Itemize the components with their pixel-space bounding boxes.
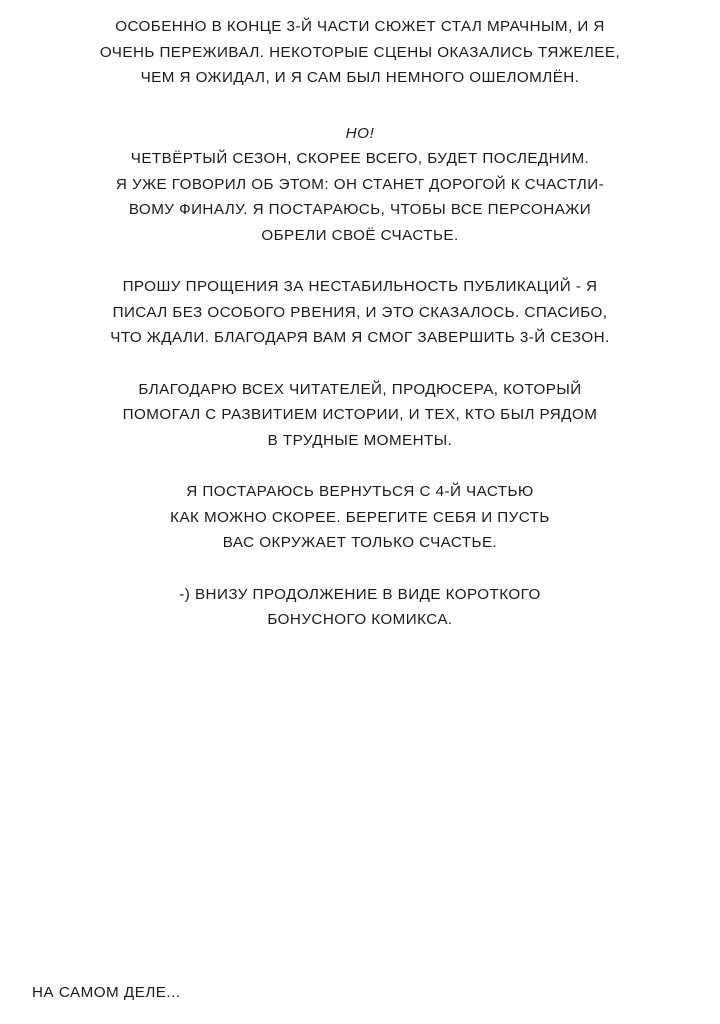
paragraph-1-line-3: ЧЕМ Я ОЖИДАЛ, И Я САМ БЫЛ НЕМНОГО ОШЕЛОМЛЁН. <box>140 69 580 86</box>
paragraph-6-line-1: -) ВНИЗУ ПРОДОЛЖЕНИЕ В ВИДЕ КОРОТКОГО <box>179 585 541 603</box>
spacer-1 <box>0 91 720 121</box>
paragraph-4 <box>40 377 680 454</box>
paragraph-5 <box>40 479 680 556</box>
paragraph-2 <box>40 121 680 249</box>
afterword-text-body <box>0 14 720 633</box>
paragraph-2-line-3: ВОМУ ФИНАЛУ. Я ПОСТАРАЮСЬ, ЧТОБЫ ВСЕ ПЕРСОНАЖИ <box>128 201 592 218</box>
spacer-4 <box>0 453 720 479</box>
paragraph-1 <box>40 14 680 91</box>
paragraph-5-line-3: ВАС ОКРУЖАЕТ ТОЛЬКО СЧАСТЬЕ. <box>222 534 498 551</box>
paragraph-4-line-1: БЛАГОДАРЮ ВСЕХ ЧИТАТЕЛЕЙ, ПРОДЮСЕРА, КОТОРЫЙ <box>138 380 582 398</box>
paragraph-6 <box>40 582 680 633</box>
paragraph-5-line-1: Я ПОСТАРАЮСЬ ВЕРНУТЬСЯ С 4-Й ЧАСТЬЮ <box>186 483 534 500</box>
paragraph-1-line-2: ОЧЕНЬ ПЕРЕЖИВАЛ. НЕКОТОРЫЕ СЦЕНЫ ОКАЗАЛИСЬ ТЯЖЕЛЕЕ, <box>99 43 621 61</box>
paragraph-3-line-1: ПРОШУ ПРОЩЕНИЯ ЗА НЕСТАБИЛЬНОСТЬ ПУБЛИКАЦИЙ - Я <box>122 278 598 295</box>
bonus-comic-caption: НА САМОМ ДЕЛЕ... <box>32 984 181 1001</box>
paragraph-6-line-2: БОНУСНОГО КОМИКСА. <box>267 611 453 628</box>
paragraph-4-line-3: В ТРУДНЫЕ МОМЕНТЫ. <box>267 431 453 449</box>
paragraph-4-line-2: ПОМОГАЛ С РАЗВИТИЕМ ИСТОРИИ, И ТЕХ, КТО БЫЛ РЯДОМ <box>122 406 598 423</box>
spacer-3 <box>0 351 720 377</box>
paragraph-1-line-1: ОСОБЕННО В КОНЦЕ 3-Й ЧАСТИ СЮЖЕТ СТАЛ МРАЧНЫМ, И Я <box>115 18 605 35</box>
exclamation-line: НО! <box>345 124 375 142</box>
paragraph-2-line-2: Я УЖЕ ГОВОРИЛ ОБ ЭТОМ: ОН СТАНЕТ ДОРОГОЙ К СЧАСТЛИ- <box>115 175 605 193</box>
paragraph-3-line-2: ПИСАЛ БЕЗ ОСОБОГО РВЕНИЯ, И ЭТО СКАЗАЛОСЬ. СПАСИБО, <box>112 303 608 321</box>
paragraph-3 <box>40 274 680 351</box>
spacer-2 <box>0 248 720 274</box>
paragraph-2-line-4: ОБРЕЛИ СВОЁ СЧАСТЬЕ. <box>261 226 459 244</box>
paragraph-5-line-2: КАК МОЖНО СКОРЕЕ. БЕРЕГИТЕ СЕБЯ И ПУСТЬ <box>170 508 550 526</box>
paragraph-3-line-3: ЧТО ЖДАЛИ. БЛАГОДАРЯ ВАМ Я СМОГ ЗАВЕРШИТЬ 3-Й СЕЗОН. <box>110 329 610 346</box>
paragraph-2-line-1: ЧЕТВЁРТЫЙ СЕЗОН, СКОРЕЕ ВСЕГО, БУДЕТ ПОСЛЕДНИМ. <box>130 150 590 167</box>
spacer-5 <box>0 556 720 582</box>
